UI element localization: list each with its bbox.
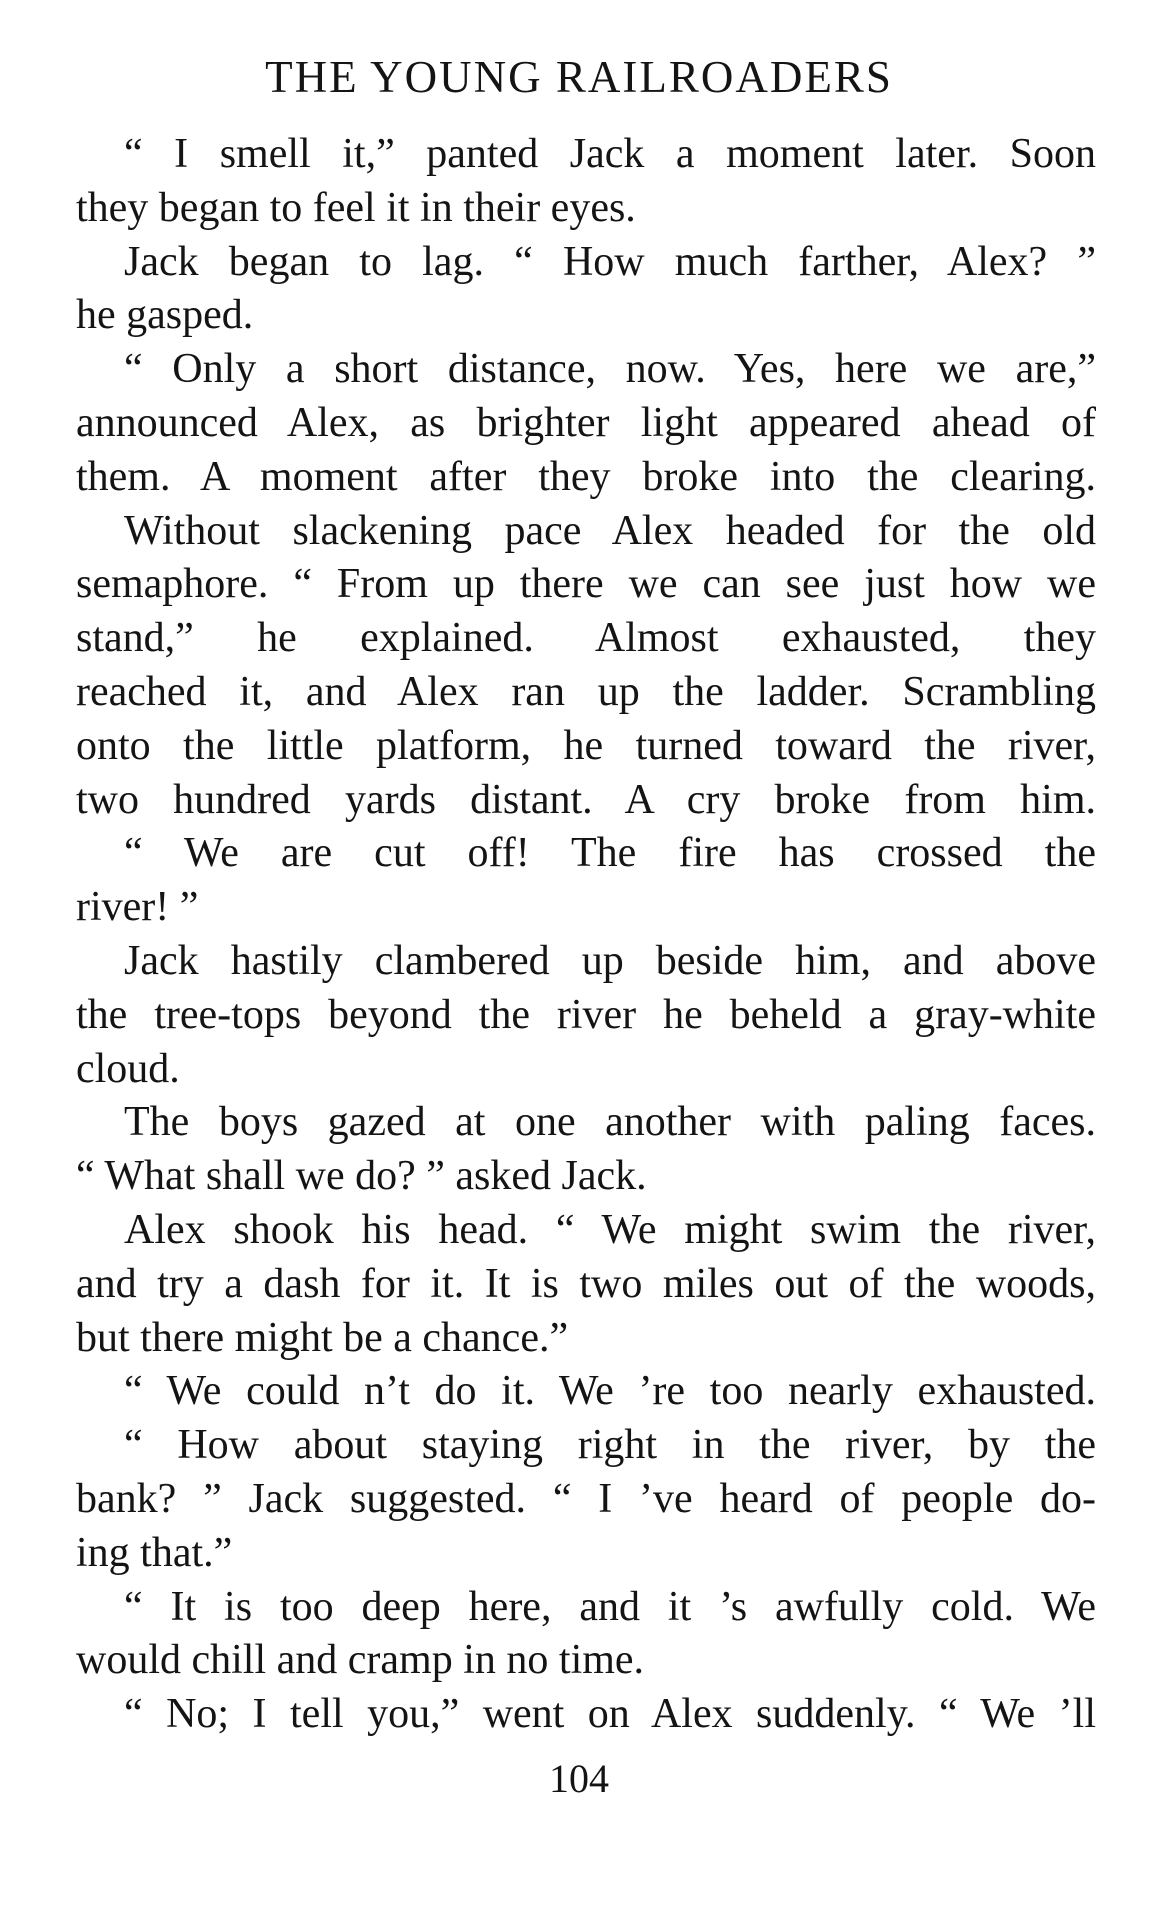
text-line: he gasped. — [76, 292, 254, 339]
text-line: two hundred yards distant. A cry broke from him. — [76, 776, 1096, 823]
text-line: them. A moment after they broke into the clearing. — [76, 453, 1096, 500]
text-line: The boys gazed at one another with paling faces. — [124, 1099, 1096, 1146]
page-number: 104 — [549, 1756, 609, 1801]
running-title: THE YOUNG RAILROADERS — [265, 52, 893, 102]
text-line: Jack began to lag. “ How much farther, Alex? ” — [124, 238, 1096, 285]
text-line: “ What shall we do? ” asked Jack. — [76, 1153, 647, 1200]
text-line: Without slackening pace Alex headed for the old — [124, 507, 1096, 554]
text-line: they began to feel it in their eyes. — [76, 184, 636, 231]
text-line: and try a dash for it. It is two miles out of the woods, — [76, 1260, 1096, 1307]
text-line: announced Alex, as brighter light appeared ahead of — [76, 399, 1096, 446]
text-line: “ No; I tell you,” went on Alex suddenly. “ We ’ll — [124, 1691, 1096, 1738]
text-line: bank? ” Jack suggested. “ I ’ve heard of people do- — [76, 1475, 1096, 1522]
text-line: “ We could n’t do it. We ’re too nearly exhausted. — [124, 1368, 1096, 1415]
text-line: would chill and cramp in no time. — [76, 1637, 645, 1684]
body-text — [76, 128, 1096, 1742]
text-line: cloud. — [76, 1045, 180, 1092]
text-line: Alex shook his head. “ We might swim the river, — [124, 1206, 1096, 1253]
text-line: river! ” — [76, 884, 199, 931]
text-line: the tree-tops beyond the river he beheld a gray-white — [76, 991, 1096, 1038]
text-line: “ How about staying right in the river, by the — [124, 1422, 1096, 1469]
text-line: Jack hastily clambered up beside him, and above — [124, 937, 1096, 984]
text-line: stand,” he explained. Almost exhausted, they — [76, 615, 1096, 662]
text-line: “ It is too deep here, and it ’s awfully cold. We — [124, 1583, 1096, 1630]
text-line: reached it, and Alex ran up the ladder. Scrambling — [76, 668, 1096, 715]
text-line: onto the little platform, he turned toward the river, — [76, 722, 1096, 769]
text-line: “ I smell it,” panted Jack a moment later. Soon — [124, 131, 1096, 177]
text-line: but there might be a chance.” — [76, 1314, 569, 1361]
text-line: semaphore. “ From up there we can see just how we — [76, 561, 1096, 608]
text-line: ing that.” — [76, 1529, 233, 1576]
text-line: “ We are cut off! The fire has crossed the — [124, 830, 1096, 877]
text-line: “ Only a short distance, now. Yes, here we are,” — [124, 346, 1096, 393]
